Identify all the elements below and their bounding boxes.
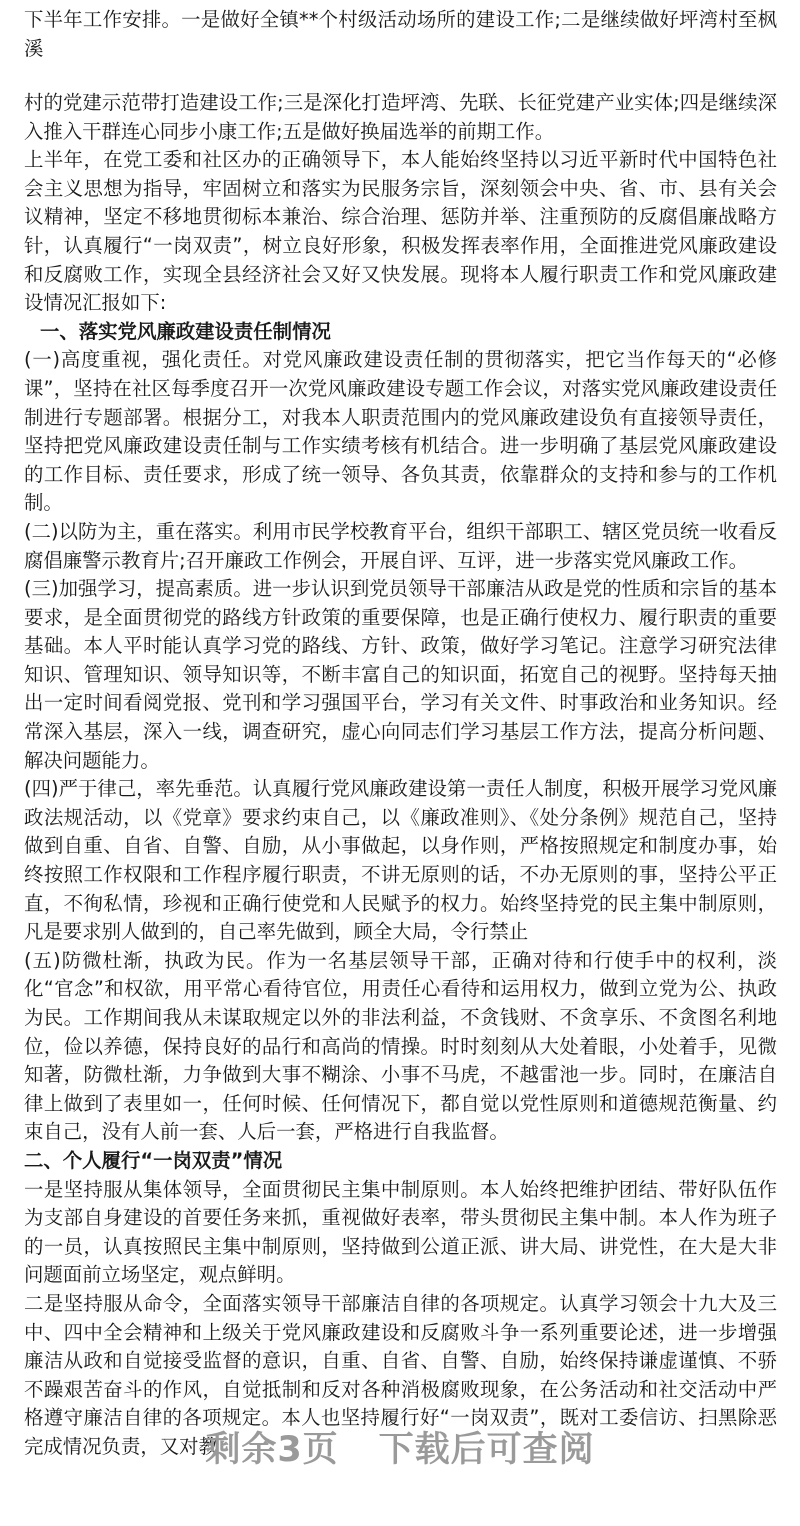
document-text-top [24,6,777,63]
section-heading: 一、落实党风廉政建设责任制情况 [40,319,331,343]
document-body [24,89,777,1462]
paragraph: (五)防微杜渐，执政为民。作为一名基层领导干部，正确对待和行使手中的权利，淡化“官念”和权欲，用平常心看待官位，用责任心看待和运用权力，做到立党为公、执政为民。工作期间我从未谋取规定以外的非法利益，不贪钱财、不贪享乐、不贪图名利地位，俭以养德，保持良好的品行和高尚的情操。时时刻刻从大处着眼，小处着手，见微知著，防微杜渐，力争做到大事不糊涂、小事不马虎，不越雷池一步。同时，在廉洁自律上做到了表里如一，任何时候、任何情况下，都自觉以党性原则和道德规范衡量、约束自己，没有人前一套、人后一套，严格进行自我监督。 [24,948,777,1144]
paragraph: 下半年工作安排。一是做好全镇**个村级活动场所的建设工作;二是继续做好坪湾村至枫溪 [24,8,777,60]
remaining-pages-label: 剩余3页 [205,1430,339,1470]
download-banner[interactable] [0,1422,800,1472]
paragraph: 二是坚持服从命令，全面落实领导干部廉洁自律的各项规定。认真学习领会十九大及三中、四中全会精神和上级关于党风廉政建设和反腐败斗争一系列重要论述，进一步增强廉洁从政和自觉接受监督的意识，自重、自省、自警、自励，始终保持谦虚谨慎、不骄不躁艰苦奋斗的作风，自觉抵制和反对各种消极腐败现象，在公务活动和社交活动中严格遵守廉洁自律的各项规定。本人也坚持履行好“一岗双责”，既对工委信访、扫黑除恶完成情况负责，又对教 [24,1291,777,1458]
paragraph: 村的党建示范带打造建设工作;三是深化打造坪湾、先联、长征党建产业实体;四是继续深入推入干群连心同步小康工作;五是做好换届选举的前期工作。 [24,91,777,143]
paragraph: 上半年，在党工委和社区办的正确领导下，本人能始终坚持以习近平新时代中国特色社会主义思想为指导，牢固树立和落实为民服务宗旨，深刻领会中央、省、市、县有关会议精神，坚定不移地贯彻标本兼治、综合治理、惩防并举、注重预防的反腐倡廉战略方针，认真履行“一岗双责”，树立良好形象，积极发挥表率作用，全面推进党风廉政建设和反腐败工作，实现全县经济社会又好又快发展。现将本人履行职责工作和党风廉政建设情况汇报如下: [24,148,777,315]
section-heading: 二、个人履行“一岗双责”情况 [24,1148,283,1172]
paragraph: (四)严于律己，率先垂范。认真履行党风廉政建设第一责任人制度，积极开展学习党风廉政法规活动，以《党章》要求约束自己，以《廉政准则》、《处分条例》规范自己，坚持做到自重、自省、自警、自励，从小事做起，以身作则，严格按照规定和制度办事，始终按照工作权限和工作程序履行职责，不讲无原则的话，不办无原则的事，坚持公平正直，不徇私情，珍视和正确行使党和人民赋予的权力。始终坚持党的民主集中制原则，凡是要求别人做到的，自己率先做到，顾全大局，令行禁止 [24,777,777,944]
paragraph: (三)加强学习，提高素质。进一步认识到党员领导干部廉洁从政是党的性质和宗旨的基本要求，是全面贯彻党的路线方针政策的重要保障，也是正确行使权力、履行职责的重要基础。本人平时能认真学习党的路线、方针、政策，做好学习笔记。注意学习研究法律知识、管理知识、领导知识等，不断丰富自己的知识面，拓宽自己的视野。坚持每天抽出一定时间看阅党报、党刊和学习强国平台，学习有关文件、时事政治和业务知识。经常深入基层，深入一线，调查研究，虚心向同志们学习基层工作方法，提高分析问题、解决问题能力。 [24,577,777,772]
paragraph: (二)以防为主，重在落实。利用市民学校教育平台，组织干部职工、辖区党员统一收看反腐倡廉警示教育片;召开廉政工作例会，开展自评、互评，进一步落实党风廉政工作。 [24,519,777,572]
paragraph: (一)高度重视，强化责任。对党风廉政建设责任制的贯彻落实，把它当作每天的“必修课”，坚持在社区每季度召开一次党风廉政建设专题工作会议，对落实党风廉政建设责任制进行专题部署。根据分工，对我本人职责范围内的党风廉政建设负有直接领导责任，坚持把党风廉政建设责任制与工作实绩考核有机结合。进一步明确了基层党风廉政建设的工作目标、责任要求，形成了统一领导、各负其责，依靠群众的支持和参与的工作机制。 [24,348,777,515]
download-to-view-label[interactable]: 下载后可查阅 [378,1430,595,1470]
paragraph: 一是坚持服从集体领导，全面贯彻民主集中制原则。本人始终把维护团结、带好队伍作为支部自身建设的首要任务来抓，重视做好表率，带头贯彻民主集中制。本人作为班子的一员，认真按照民主集中制原则，坚持做到公道正派、讲大局、讲党性，在大是大非问题面前立场坚定，观点鲜明。 [24,1177,777,1287]
